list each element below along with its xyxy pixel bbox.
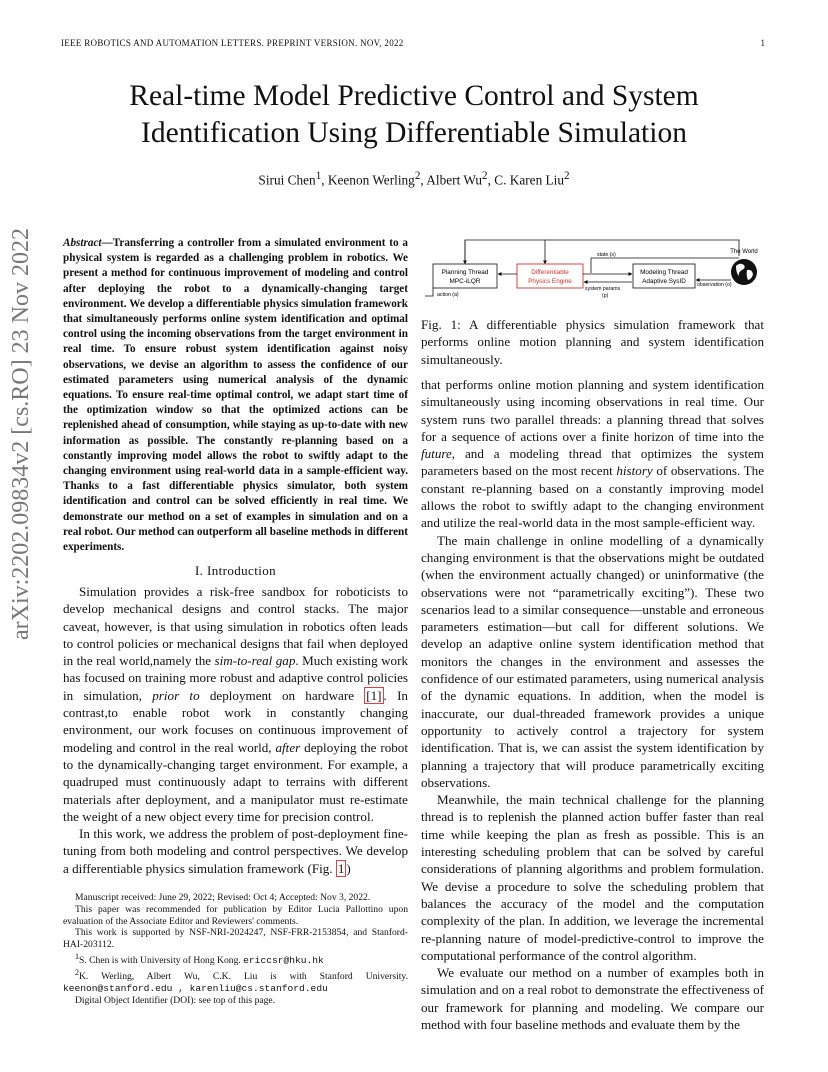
state-label: state (s): [597, 252, 616, 258]
observation-label: observation (o): [697, 282, 732, 288]
author-name: Sirui Chen: [258, 172, 316, 188]
abstract-label: Abstract: [63, 237, 102, 249]
modeling-thread-label: Modeling Thread: [640, 269, 688, 276]
author-affiliation: 1: [315, 170, 322, 182]
section-heading: I. Introduction: [194, 563, 277, 578]
author-affiliation: 2: [564, 170, 570, 182]
physics-engine-label: Differentiable: [531, 269, 569, 276]
citation-link[interactable]: [1]: [366, 687, 382, 703]
feedback-arrow: [545, 240, 739, 264]
footnote: $^1$S. Chen is with University of Hong Kong. ericcsr@hku.hk: [75, 951, 324, 967]
arxiv-stamp-text: arXiv:2202.09834v2 [cs.RO] 23 Nov 2022: [8, 228, 34, 640]
author-affiliation: 2: [482, 170, 488, 182]
planning-thread-sublabel: MPC-iLQR: [449, 278, 481, 285]
email: ericcsr@hku.hk: [243, 955, 324, 967]
physics-engine-sublabel: Physics Engine: [528, 278, 572, 285]
figure-caption: Fig. 1: A differentiable physics simulation framework that performs online motion planning and system identification simultaneously.: [421, 317, 764, 367]
title-line-2: Identification Using Differentiable Simulation: [141, 117, 687, 149]
page-number: 1: [760, 38, 765, 48]
paper-title: [0, 78, 828, 152]
author-name: Keenon Werling: [327, 172, 415, 188]
email: keenon@stanford.edu , karenliu@cs.stanford.edu: [63, 982, 328, 994]
author-list: Sirui Chen$^1$, Keenon Werling$^2$, Albert Wu$^2$, C. Karen Liu$^2$: [258, 170, 570, 188]
author-name: Albert Wu: [426, 172, 483, 188]
footnote: This paper was recommended for publication by Editor Lucia Pallottino upon evaluation of the Associate Editor and Reviewers' comments.: [63, 903, 408, 927]
globe-icon: [731, 259, 757, 285]
footnote: Manuscript received: June 29, 2022; Revised: Oct 4; Accepted: Nov 3, 2022.: [75, 892, 371, 903]
world-label: The World: [730, 249, 758, 255]
paragraph: that performs online motion planning and system identification simultaneously using incoming observations in real time. Our system runs two parallel threads: a planning thread that solves for a sequence of actions over a finite horizon of time into the future, and a modeling thread that optimizes the system parameters based on the most recent history of observations. The constant re-planning based on a constantly improving model allows the robot to swiftly adapt to the changing environment and utilize the real-world data in the most sample-efficient way.: [421, 377, 765, 531]
paragraph: Meanwhile, the main technical challenge for the planning thread is to replenish the planned action buffer faster than real time while keeping the plan as fresh as possible. This is an interesting scheduling problem that can be solved by careful considerations of planning algorithms and problem formulation. We devise a procedure to solve the scheduling problem that balances the accuracy of the model and the computation complexity of the plan. In addition, we leverage the incremental re-planning nature of model-predictive-control to improve the computational performance of the control algorithm.: [421, 792, 764, 963]
action-line: [425, 288, 433, 296]
figure-link[interactable]: 1: [337, 860, 345, 876]
author-affiliation: 2: [414, 170, 421, 182]
footnote: Digital Object Identifier (DOI): see top of this page.: [75, 994, 276, 1006]
introduction-body: [63, 583, 408, 877]
abstract: Abstract—Transferring a controller from a simulated environment to a physical system is regarded as a challenging problem in robotics. We present a method for continuous improvement of modeling and control after deploying the robot to a dynamically-changing target environment. We develop a differentiable physics simulation framework that simultaneously performs online system identification and optimal control using the incoming observations from the target environment in real time. To ensure robust system identification against noisy observations, we devise an algorithm to assess the confidence of our estimated parameters using numerical analysis of the dynamic equations. To ensure real-time optimal control, we adapt start time of the optimization window so that the optimized actions can be replenished ahead of consumption, while staying as up-to-date with new information as possible. The constantly re-planning based on a constantly improving model allows the robot to swiftly adapt to the changing environment using real-world data in a sample-efficient way. Thanks to a fast differentiable physics simulator, both system identification and control can be solved efficiently in real time. We demonstrate our method on a set of examples in simulation and on a real robot. Our method can outperform all baseline methods in different experiments.: [63, 237, 408, 554]
action-label: action (a): [437, 292, 459, 298]
params-symbol: (p): [602, 293, 609, 299]
author-name: C. Karen Liu: [494, 172, 565, 188]
params-label: system params: [585, 286, 621, 292]
feedback-arrow: [465, 240, 545, 264]
paragraph: We evaluate our method on a number of examples both in simulation and on a real robot to demonstrate the effectiveness of our framework for planning and modeling. We compare our method with four baseline methods and evaluate them by the: [421, 965, 764, 1032]
right-column-body: [421, 376, 764, 1033]
footnote: $^2$K. Werling, Albert Wu, C.K. Liu is with Stanford University. keenon@stanford.edu , karenliu@cs.stanford.edu: [63, 967, 408, 994]
paragraph: The main challenge in online modelling of a dynamically changing environment is that the observations might be outdated (when the environment actually changed) or uninformative (the observations were not “parametrically exciting”). These two scenarios lead to a similar consequence—unstable and erroneous parameters estimation—but call for different solutions. We develop an adaptive online system identification method that monitors the changes in the environment and assesses the confidence of our estimated parameters, using numerical analysis of the dynamic equations. In addition, when the model is inaccurate, our dual-threaded framework provides a unique opportunity to actively control a trajectory for system identification. That is, we can assist the system identification by planning a trajectory that will produce parametrically exciting observations.: [421, 532, 764, 790]
title-line-1: Real-time Model Predictive Control and System: [129, 80, 699, 112]
figure-1-diagram: [421, 236, 766, 306]
footnotes: [63, 892, 408, 1007]
paragraph: Simulation provides a risk-free sandbox for roboticists to develop mechanical designs and control stacks. The major caveat, however, is that using simulation in robotics often leads to control policies or mechanical designs that fail when deployed in the real world,namely the sim-to-real gap. Much existing work has focused on training more robust and adaptive control policies in simulation, prior to deployment on hardware [1] . In contrast,to enable robot work in constantly changing environment, our work focuses on continuous improvement of modeling and control in the real world, after deploying the robot to the dynamically-changing target environment. For example, a quadruped must continuously adapt to terrains with different materials after deployment, and a manipulator must re-estimate the weight of a new object every time for precision control.: [63, 584, 408, 824]
planning-thread-label: Planning Thread: [441, 269, 489, 276]
abstract-text: Transferring a controller from a simulated environment to a physical system is regarded as a challenging problem in robotics. We present a method for continuous improvement of modeling and control after deploying the robot to a dynamically-changing target environment. We develop a differentiable physics simulation framework that simultaneously performs online system identification and optimal control using the incoming observations from the target environment in real time. To ensure robust system identification against noisy observations, we devise an algorithm to assess the confidence of our estimated parameters using numerical analysis of the dynamic equations. To ensure real-time optimal control, we adapt start time of the optimization window so that the optimized actions can be replenished ahead of consumption, while staying as up-to-date with new information as possible. The constantly re-planning based on a constantly improving model allows the robot to swiftly adapt to the changing environment using real-world data in a sample-efficient way. Thanks to a fast differentiable physics simulator, both system identification and control can be solved efficiently in real time. We demonstrate our method on a set of examples in simulation and on a real robot. Our method can outperform all baseline methods in different experiments.: [63, 237, 408, 554]
modeling-thread-sublabel: Adaptive SysID: [642, 278, 686, 285]
paragraph: In this work, we address the problem of post-deployment fine-tuning from both modeling and control perspectives. We develop a differentiable physics simulation framework (Fig. 1 ): [63, 826, 408, 876]
running-header: IEEE ROBOTICS AND AUTOMATION LETTERS. PREPRINT VERSION. NOV, 2022: [61, 38, 404, 48]
footnote: This work is supported by NSF-NRI-2024247, NSF-FRR-2153854, and Stanford-HAI-203112.: [63, 927, 408, 951]
